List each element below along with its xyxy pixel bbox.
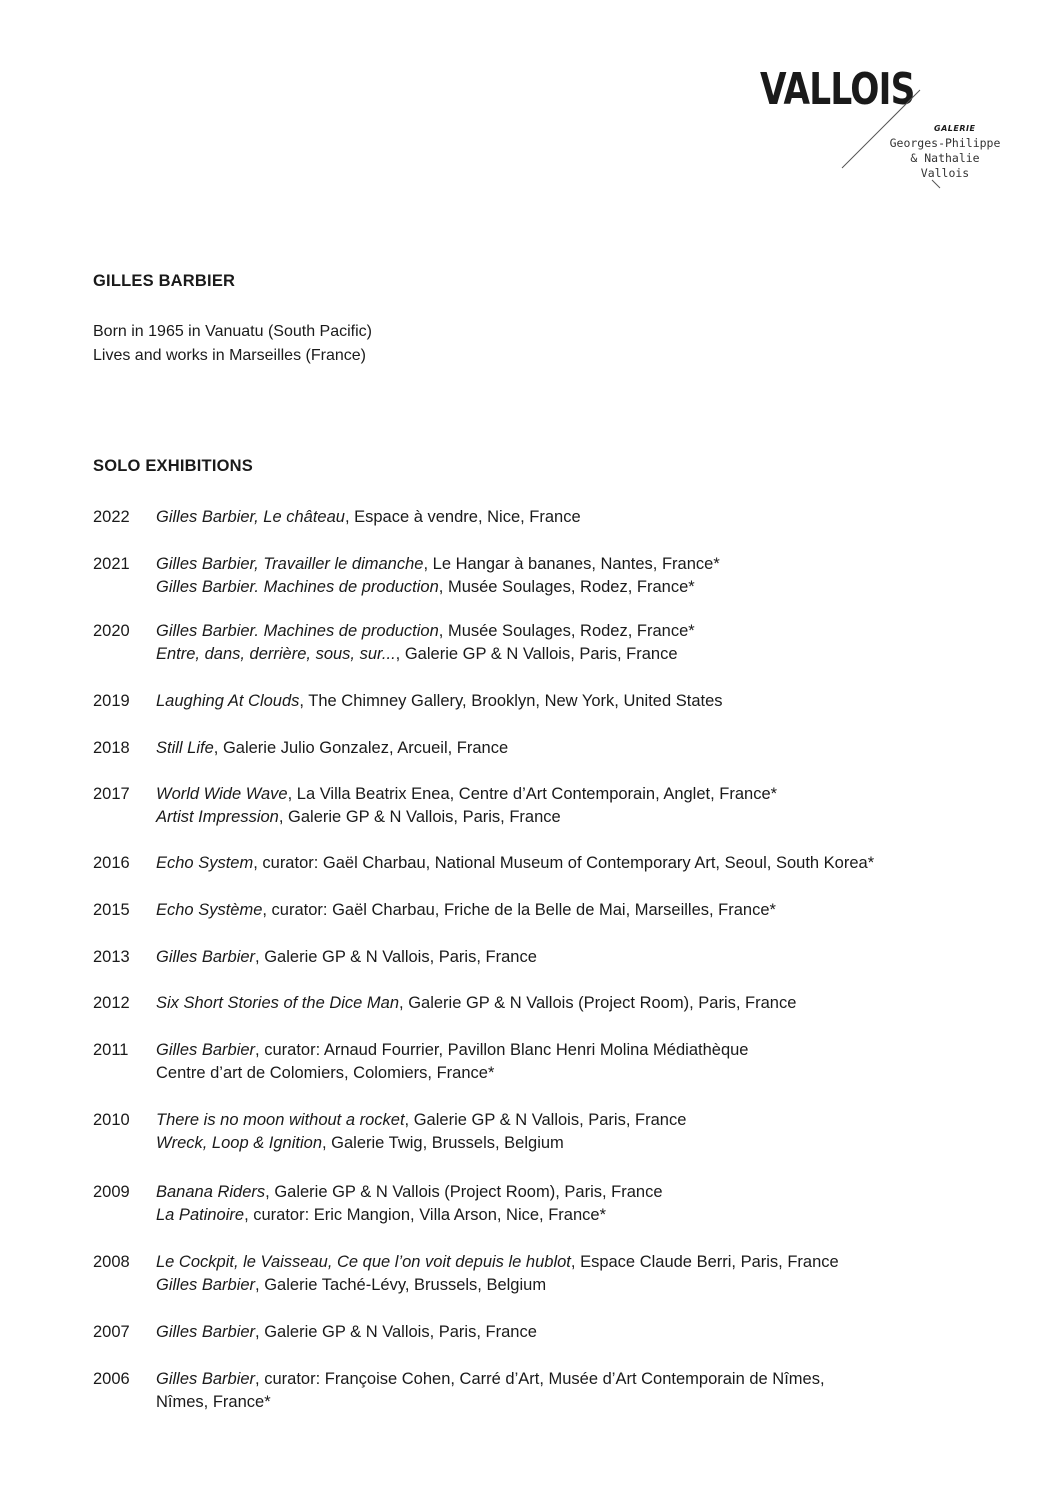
exhibition-year: 2009 bbox=[93, 1183, 130, 1201]
exhibition-title: Wreck, Loop & Ignition bbox=[156, 1134, 322, 1152]
artist-bio bbox=[93, 320, 372, 368]
exhibition-title: Echo Système bbox=[156, 901, 263, 919]
exhibition-title: Banana Riders bbox=[156, 1183, 266, 1201]
exhibition-venue: , Galerie GP & N Vallois (Project Room), Paris, France bbox=[399, 994, 797, 1012]
exhibition-venue: Nîmes, France* bbox=[156, 1393, 271, 1411]
exhibition-line bbox=[156, 1204, 1016, 1227]
exhibition-venue: , La Villa Beatrix Enea, Centre d’Art Contemporain, Anglet, France* bbox=[287, 785, 778, 803]
exhibition-venue: , Galerie GP & N Vallois, Paris, France bbox=[255, 948, 537, 966]
exhibition-year: 2021 bbox=[93, 555, 130, 573]
exhibition-venue: , Galerie GP & N Vallois, Paris, France bbox=[404, 1111, 687, 1129]
exhibition-line bbox=[156, 1109, 1016, 1132]
exhibition-line bbox=[156, 992, 1016, 1015]
exhibition-lines bbox=[156, 1039, 1016, 1085]
exhibition-venue: , Musée Soulages, Rodez, France* bbox=[438, 578, 695, 596]
exhibition-lines bbox=[156, 1251, 1016, 1297]
exhibition-year: 2007 bbox=[93, 1323, 130, 1341]
bio-line: Born in 1965 in Vanuatu (South Pacific) bbox=[93, 323, 372, 340]
exhibition-line bbox=[156, 1181, 1016, 1204]
exhibition-year: 2015 bbox=[93, 901, 130, 919]
exhibition-title: Gilles Barbier bbox=[156, 1041, 256, 1059]
exhibition-line bbox=[156, 783, 1016, 806]
exhibition-line bbox=[156, 1251, 1016, 1274]
logo-name-line: Vallois bbox=[920, 166, 970, 180]
exhibition-year: 2017 bbox=[93, 785, 130, 803]
exhibition-lines bbox=[156, 553, 1016, 599]
exhibition-lines bbox=[156, 1181, 1016, 1227]
exhibition-title: Laughing At Clouds bbox=[156, 692, 300, 710]
exhibition-title: Entre, dans, derrière, sous, sur... bbox=[156, 645, 396, 663]
logo-gallery-name bbox=[880, 136, 1010, 181]
exhibition-title: Still Life bbox=[156, 739, 214, 757]
exhibition-venue: , curator: Eric Mangion, Villa Arson, Nice, France* bbox=[244, 1206, 606, 1224]
exhibition-line bbox=[156, 506, 1016, 529]
exhibition-year: 2022 bbox=[93, 508, 130, 526]
exhibition-line bbox=[156, 576, 1016, 599]
exhibition-title: Gilles Barbier bbox=[156, 1370, 256, 1388]
exhibition-venue: , Galerie GP & N Vallois, Paris, France bbox=[278, 808, 561, 826]
exhibition-line bbox=[156, 1132, 1016, 1155]
exhibition-venue: , Galerie GP & N Vallois (Project Room), Paris, France bbox=[265, 1183, 663, 1201]
exhibition-lines bbox=[156, 946, 1016, 969]
exhibition-year: 2013 bbox=[93, 948, 130, 966]
exhibition-title: Gilles Barbier. Machines de production bbox=[156, 578, 439, 596]
exhibition-title: Gilles Barbier bbox=[156, 1323, 256, 1341]
exhibition-venue: , The Chimney Gallery, Brooklyn, New York, United States bbox=[299, 692, 723, 710]
exhibition-lines bbox=[156, 852, 1016, 875]
logo-name-line: Georges-Philippe bbox=[889, 136, 1001, 150]
exhibition-venue: , curator: Arnaud Fourrier, Pavillon Blanc Henri Molina Médiathèque bbox=[255, 1041, 749, 1059]
exhibition-year: 2016 bbox=[93, 854, 130, 872]
exhibition-title: Gilles Barbier. Machines de production bbox=[156, 622, 439, 640]
exhibition-venue: , Espace à vendre, Nice, France bbox=[344, 508, 581, 526]
exhibition-year: 2010 bbox=[93, 1111, 130, 1129]
exhibition-title: Le Cockpit, le Vaisseau, Ce que l’on voit depuis le hublot bbox=[156, 1253, 571, 1271]
exhibition-title: Gilles Barbier bbox=[156, 948, 256, 966]
gallery-logo bbox=[760, 64, 1020, 198]
exhibition-line bbox=[156, 737, 1016, 760]
exhibition-title: There is no moon without a rocket bbox=[156, 1111, 405, 1129]
exhibition-title: Artist Impression bbox=[156, 808, 279, 826]
exhibition-year: 2012 bbox=[93, 994, 130, 1012]
exhibition-title: Echo System bbox=[156, 854, 254, 872]
exhibition-venue: , Galerie Twig, Brussels, Belgium bbox=[322, 1134, 564, 1152]
exhibition-venue: , Galerie GP & N Vallois, Paris, France bbox=[255, 1323, 537, 1341]
exhibition-lines bbox=[156, 737, 1016, 760]
exhibition-line bbox=[156, 1321, 1016, 1344]
exhibition-line bbox=[156, 643, 1016, 666]
exhibition-lines bbox=[156, 1368, 1016, 1414]
bio-line: Lives and works in Marseilles (France) bbox=[93, 347, 366, 364]
exhibition-lines bbox=[156, 620, 1016, 666]
exhibition-venue: , curator: Françoise Cohen, Carré d’Art, Musée d’Art Contemporain de Nîmes, bbox=[255, 1370, 825, 1388]
exhibition-lines bbox=[156, 690, 1016, 713]
exhibition-year: 2008 bbox=[93, 1253, 130, 1271]
exhibition-title: Gilles Barbier, Le château bbox=[156, 508, 345, 526]
exhibition-line bbox=[156, 1062, 1016, 1085]
exhibition-lines bbox=[156, 506, 1016, 529]
exhibition-line bbox=[156, 1391, 1016, 1414]
section-title: SOLO EXHIBITIONS bbox=[93, 457, 253, 475]
exhibition-lines bbox=[156, 1109, 1016, 1155]
exhibition-lines bbox=[156, 1321, 1016, 1344]
logo-galerie-label: GALERIE bbox=[934, 124, 976, 133]
exhibition-line bbox=[156, 899, 1016, 922]
exhibition-venue: , curator: Gaël Charbau, National Museum of Contemporary Art, Seoul, South Korea* bbox=[253, 854, 875, 872]
exhibition-year: 2018 bbox=[93, 739, 130, 757]
logo-name-line: & Nathalie bbox=[910, 151, 980, 165]
exhibition-line bbox=[156, 1039, 1016, 1062]
exhibition-venue: , Le Hangar à bananes, Nantes, France* bbox=[423, 555, 720, 573]
exhibition-year: 2011 bbox=[93, 1041, 129, 1059]
exhibition-venue: Centre d’art de Colomiers, Colomiers, France* bbox=[156, 1064, 495, 1082]
exhibition-line bbox=[156, 806, 1016, 829]
exhibition-title: Gilles Barbier bbox=[156, 1276, 256, 1294]
exhibition-venue: , Galerie Julio Gonzalez, Arcueil, France bbox=[213, 739, 509, 757]
exhibition-title: World Wide Wave bbox=[156, 785, 288, 803]
exhibition-year: 2020 bbox=[93, 622, 130, 640]
exhibition-title: Gilles Barbier, Travailler le dimanche bbox=[156, 555, 424, 573]
exhibition-line bbox=[156, 690, 1016, 713]
exhibition-title: Six Short Stories of the Dice Man bbox=[156, 994, 400, 1012]
exhibition-venue: , Galerie GP & N Vallois, Paris, France bbox=[395, 645, 678, 663]
exhibition-line bbox=[156, 553, 1016, 576]
exhibition-line bbox=[156, 946, 1016, 969]
exhibition-lines bbox=[156, 899, 1016, 922]
exhibition-line bbox=[156, 852, 1016, 875]
exhibition-year: 2019 bbox=[93, 692, 130, 710]
exhibition-lines bbox=[156, 783, 1016, 829]
exhibition-year: 2006 bbox=[93, 1370, 130, 1388]
exhibition-line bbox=[156, 620, 1016, 643]
exhibition-line bbox=[156, 1274, 1016, 1297]
exhibition-title: La Patinoire bbox=[156, 1206, 245, 1224]
exhibition-line bbox=[156, 1368, 1016, 1391]
exhibition-lines bbox=[156, 992, 1016, 1015]
exhibition-venue: , Musée Soulages, Rodez, France* bbox=[438, 622, 695, 640]
exhibition-venue: , Espace Claude Berri, Paris, France bbox=[570, 1253, 839, 1271]
exhibition-venue: , Galerie Taché-Lévy, Brussels, Belgium bbox=[255, 1276, 547, 1294]
logo-wordmark: VALLOIS bbox=[760, 64, 915, 115]
artist-name: GILLES BARBIER bbox=[93, 272, 236, 290]
exhibition-venue: , curator: Gaël Charbau, Friche de la Belle de Mai, Marseilles, France* bbox=[262, 901, 776, 919]
